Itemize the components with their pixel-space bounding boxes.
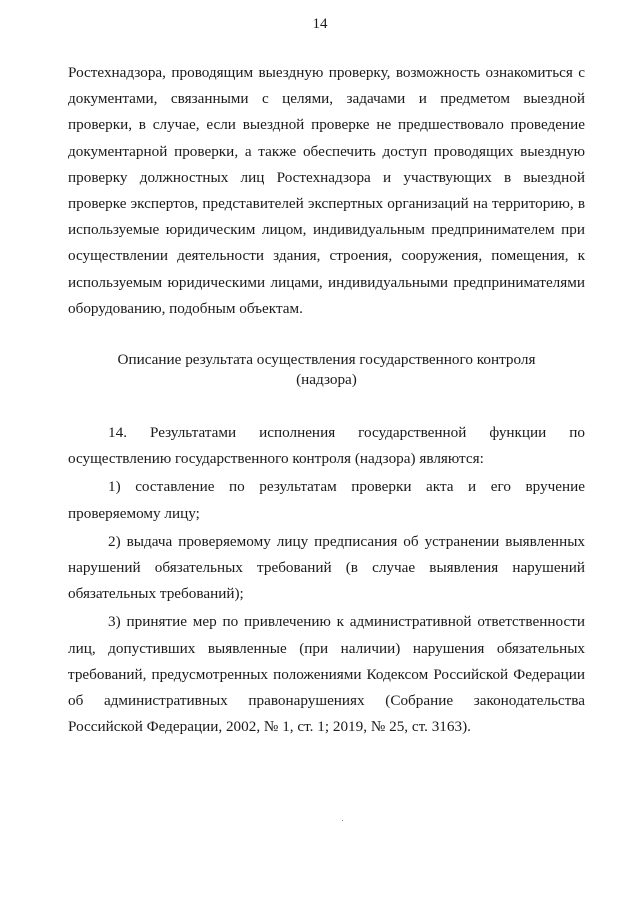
paragraph-continuation: Ростехнадзора, проводящим выездную проверку, возможность ознакомиться с документами, связанными с целями, задачами и предметом выездной проверки, в случае, если выездной проверке не предшествовало проведение документарной проверки, а также обеспечить доступ проводящих выездную проверку должностных лиц Ростехнадзора и участвующих в выездной проверке экспертов, представителей экспертных организаций на территорию, в используемые юридическим лицом, индивидуальным предпринимателем при осуществлении деятельности здания, строения, сооружения, помещения, к используемым юридическими лицами, индивидуальными предпринимателями оборудованию, подобным объектам. bbox=[68, 64, 585, 317]
list-item-3: 3) принятие мер по привлечению к административной ответственности лиц, допустивших выявленные (при наличии) нарушения обязательных требований, предусмотренных положениями Кодексом Российской Федерации об административных правонарушениях (Собрание законодательства Российской Федерации, 2002, № 1, ст. 1; 2019, № 25, ст. 3163). bbox=[68, 613, 585, 736]
list-item-2: 2) выдача проверяемому лицу предписания об устранении выявленных нарушений обязательных требований (в случае выявления нарушений обязательных требований); bbox=[68, 532, 585, 603]
paragraph-14-intro: 14. Результатами исполнения государственной функции по осуществлению государственного контроля (надзора) являются: bbox=[68, 424, 585, 468]
document-body bbox=[68, 60, 585, 740]
section-heading bbox=[68, 350, 585, 390]
scan-speck bbox=[342, 820, 343, 821]
section-heading-line-1: Описание результата осуществления государственного контроля bbox=[117, 351, 536, 369]
list-item-1: 1) составление по результатам проверки акта и его вручение проверяемому лицу; bbox=[68, 478, 585, 522]
page-number: 14 bbox=[312, 16, 328, 32]
section-heading-line-2: (надзора) bbox=[296, 371, 357, 389]
